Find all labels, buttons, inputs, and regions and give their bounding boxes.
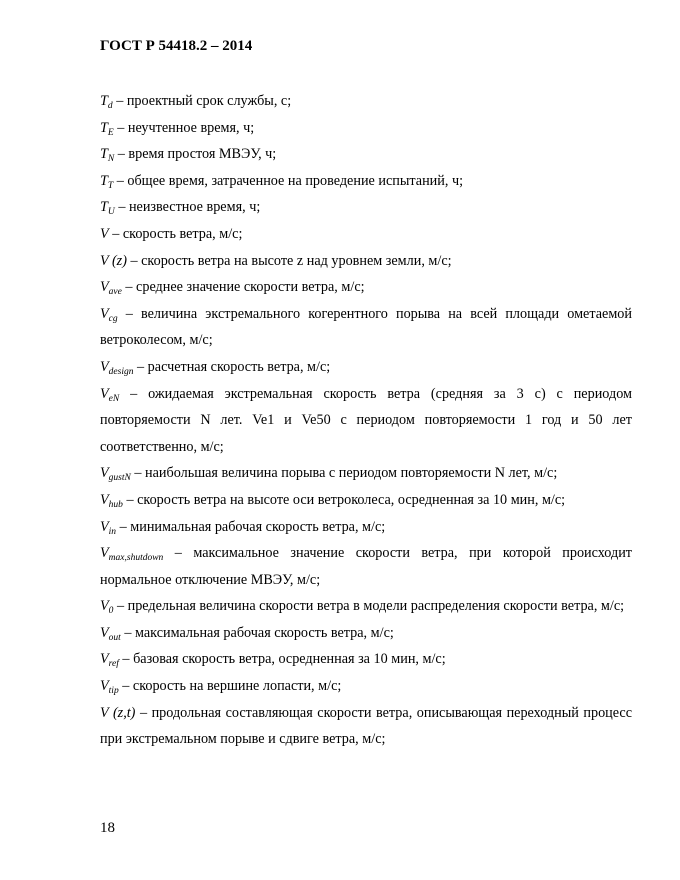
symbol-entry (100, 540, 632, 593)
symbol-definition: – скорость ветра на высоте оси ветроколеса, осредненная за 10 мин, м/с; (122, 491, 566, 508)
symbol: $V_{in}$ (100, 518, 117, 537)
symbol-entry (100, 221, 632, 248)
symbol: $V_{eN}$ (100, 385, 120, 404)
symbol-subscript: out (108, 632, 121, 643)
symbol-definition: – минимальная рабочая скорость ветра, м/с; (116, 518, 386, 535)
symbol-entry (100, 115, 632, 142)
symbol-definition: – среднее значение скорости ветра, м/с; (121, 279, 365, 296)
symbol: $V_{design}$ (100, 358, 134, 377)
symbol-definition: – базовая скорость ветра, осредненная за 10 мин, м/с; (118, 651, 446, 668)
symbol-entry (100, 620, 632, 647)
symbol-definition: – время простоя МВЭУ, ч; (114, 146, 277, 163)
symbol-definition: – неизвестное время, ч; (114, 199, 261, 216)
symbol-subscript: eN (108, 393, 120, 404)
document-header: ГОСТ Р 54418.2 – 2014 (100, 38, 253, 54)
symbol-definition: – предельная величина скорости ветра в модели распределения скорости ветра, м/с; (113, 598, 625, 615)
symbol-definition: – неучтенное время, ч; (113, 119, 255, 136)
symbol-definition: – ожидаемая экстремальная скорость ветра (средняя за 3 с) с периодом повторяемости N лет. Ve1 и Ve50 с периодом повторяемости 1 год и 50 лет соответственно, м/с; (100, 385, 632, 455)
symbol-entry (100, 460, 632, 487)
symbol-list (100, 88, 632, 753)
symbol-definition: – скорость ветра, м/с; (108, 225, 243, 242)
symbol-entry (100, 700, 632, 753)
symbol-entry (100, 354, 632, 381)
symbol-subscript: ref (108, 659, 119, 670)
symbol: $V_{hub}$ (100, 491, 123, 510)
symbol-subscript: E (107, 127, 114, 138)
symbol: V (z,t) (100, 704, 136, 721)
symbol-entry (100, 248, 632, 275)
symbol-definition: – максимальное значение скорости ветра, при которой происходит нормальное отключение МВЭУ, м/с; (100, 545, 632, 588)
symbol-definition: – скорость на вершине лопасти, м/с; (118, 678, 342, 695)
symbol: $T_T$ (100, 172, 114, 191)
symbol: V (z) (100, 252, 127, 269)
symbol: $V_0$ (100, 598, 114, 617)
symbol-subscript: N (107, 154, 115, 165)
symbol-subscript: 0 (108, 606, 114, 617)
symbol: $V_{ave}$ (100, 279, 122, 298)
symbol-entry (100, 593, 632, 620)
symbol-subscript: d (107, 101, 113, 111)
symbol-definition: – общее время, затраченное на проведение испытаний, ч; (113, 172, 464, 189)
symbol-entry (100, 194, 632, 221)
symbol-entry (100, 646, 632, 673)
symbol-definition: – наибольшая величина порыва с периодом повторяемости N лет, м/с; (130, 465, 558, 482)
symbol-subscript: cg (108, 313, 118, 324)
symbol-entry (100, 514, 632, 541)
symbol-entry (100, 487, 632, 514)
symbol-subscript: max,shutdown (108, 553, 164, 564)
symbol: $T_N$ (100, 146, 115, 165)
symbol: $T_E$ (100, 119, 114, 138)
symbol: $V_{ref}$ (100, 651, 119, 670)
symbol-subscript: ave (108, 287, 122, 298)
symbol-subscript: hub (108, 499, 123, 510)
symbol: V (100, 225, 109, 242)
symbol: $T_d$ (100, 93, 113, 111)
symbol-entry (100, 168, 632, 195)
symbol-entry (100, 274, 632, 301)
symbol-entry (100, 673, 632, 700)
symbol: $V_{gustN}$ (100, 465, 131, 484)
symbol-definition: – расчетная скорость ветра, м/с; (133, 358, 331, 375)
symbol: $V_{out}$ (100, 624, 121, 643)
symbol: $V_{tip}$ (100, 678, 119, 697)
symbol-subscript: in (108, 526, 117, 537)
symbol-subscript: design (108, 366, 134, 377)
symbol-subscript: T (107, 180, 114, 191)
symbol-entry (100, 141, 632, 168)
symbol-entry (100, 88, 632, 115)
symbol-subscript: U (107, 207, 115, 218)
symbol-definition: – скорость ветра на высоте z над уровнем земли, м/с; (126, 252, 452, 269)
symbol-definition: – величина экстремального когерентного порыва на всей площади ометаемой ветроколесом, м/с; (100, 305, 632, 349)
symbol-definition: – продольная составляющая скорости ветра, описывающая переходный процесс при экстремальном порыве и сдвиге ветра, м/с; (100, 704, 632, 748)
symbol-subscript: gustN (108, 473, 131, 484)
symbol-entry (100, 301, 632, 354)
symbol: $T_U$ (100, 199, 115, 218)
symbol: $V_{max,shutdown}$ (100, 545, 164, 564)
symbol-subscript: tip (108, 686, 119, 697)
symbol-definition: – проектный срок службы, с; (112, 93, 292, 109)
symbol: $V_{cg}$ (100, 305, 118, 324)
page-number: 18 (100, 820, 115, 836)
symbol-entry (100, 381, 632, 461)
symbol-definition: – максимальная рабочая скорость ветра, м/с; (120, 624, 394, 641)
